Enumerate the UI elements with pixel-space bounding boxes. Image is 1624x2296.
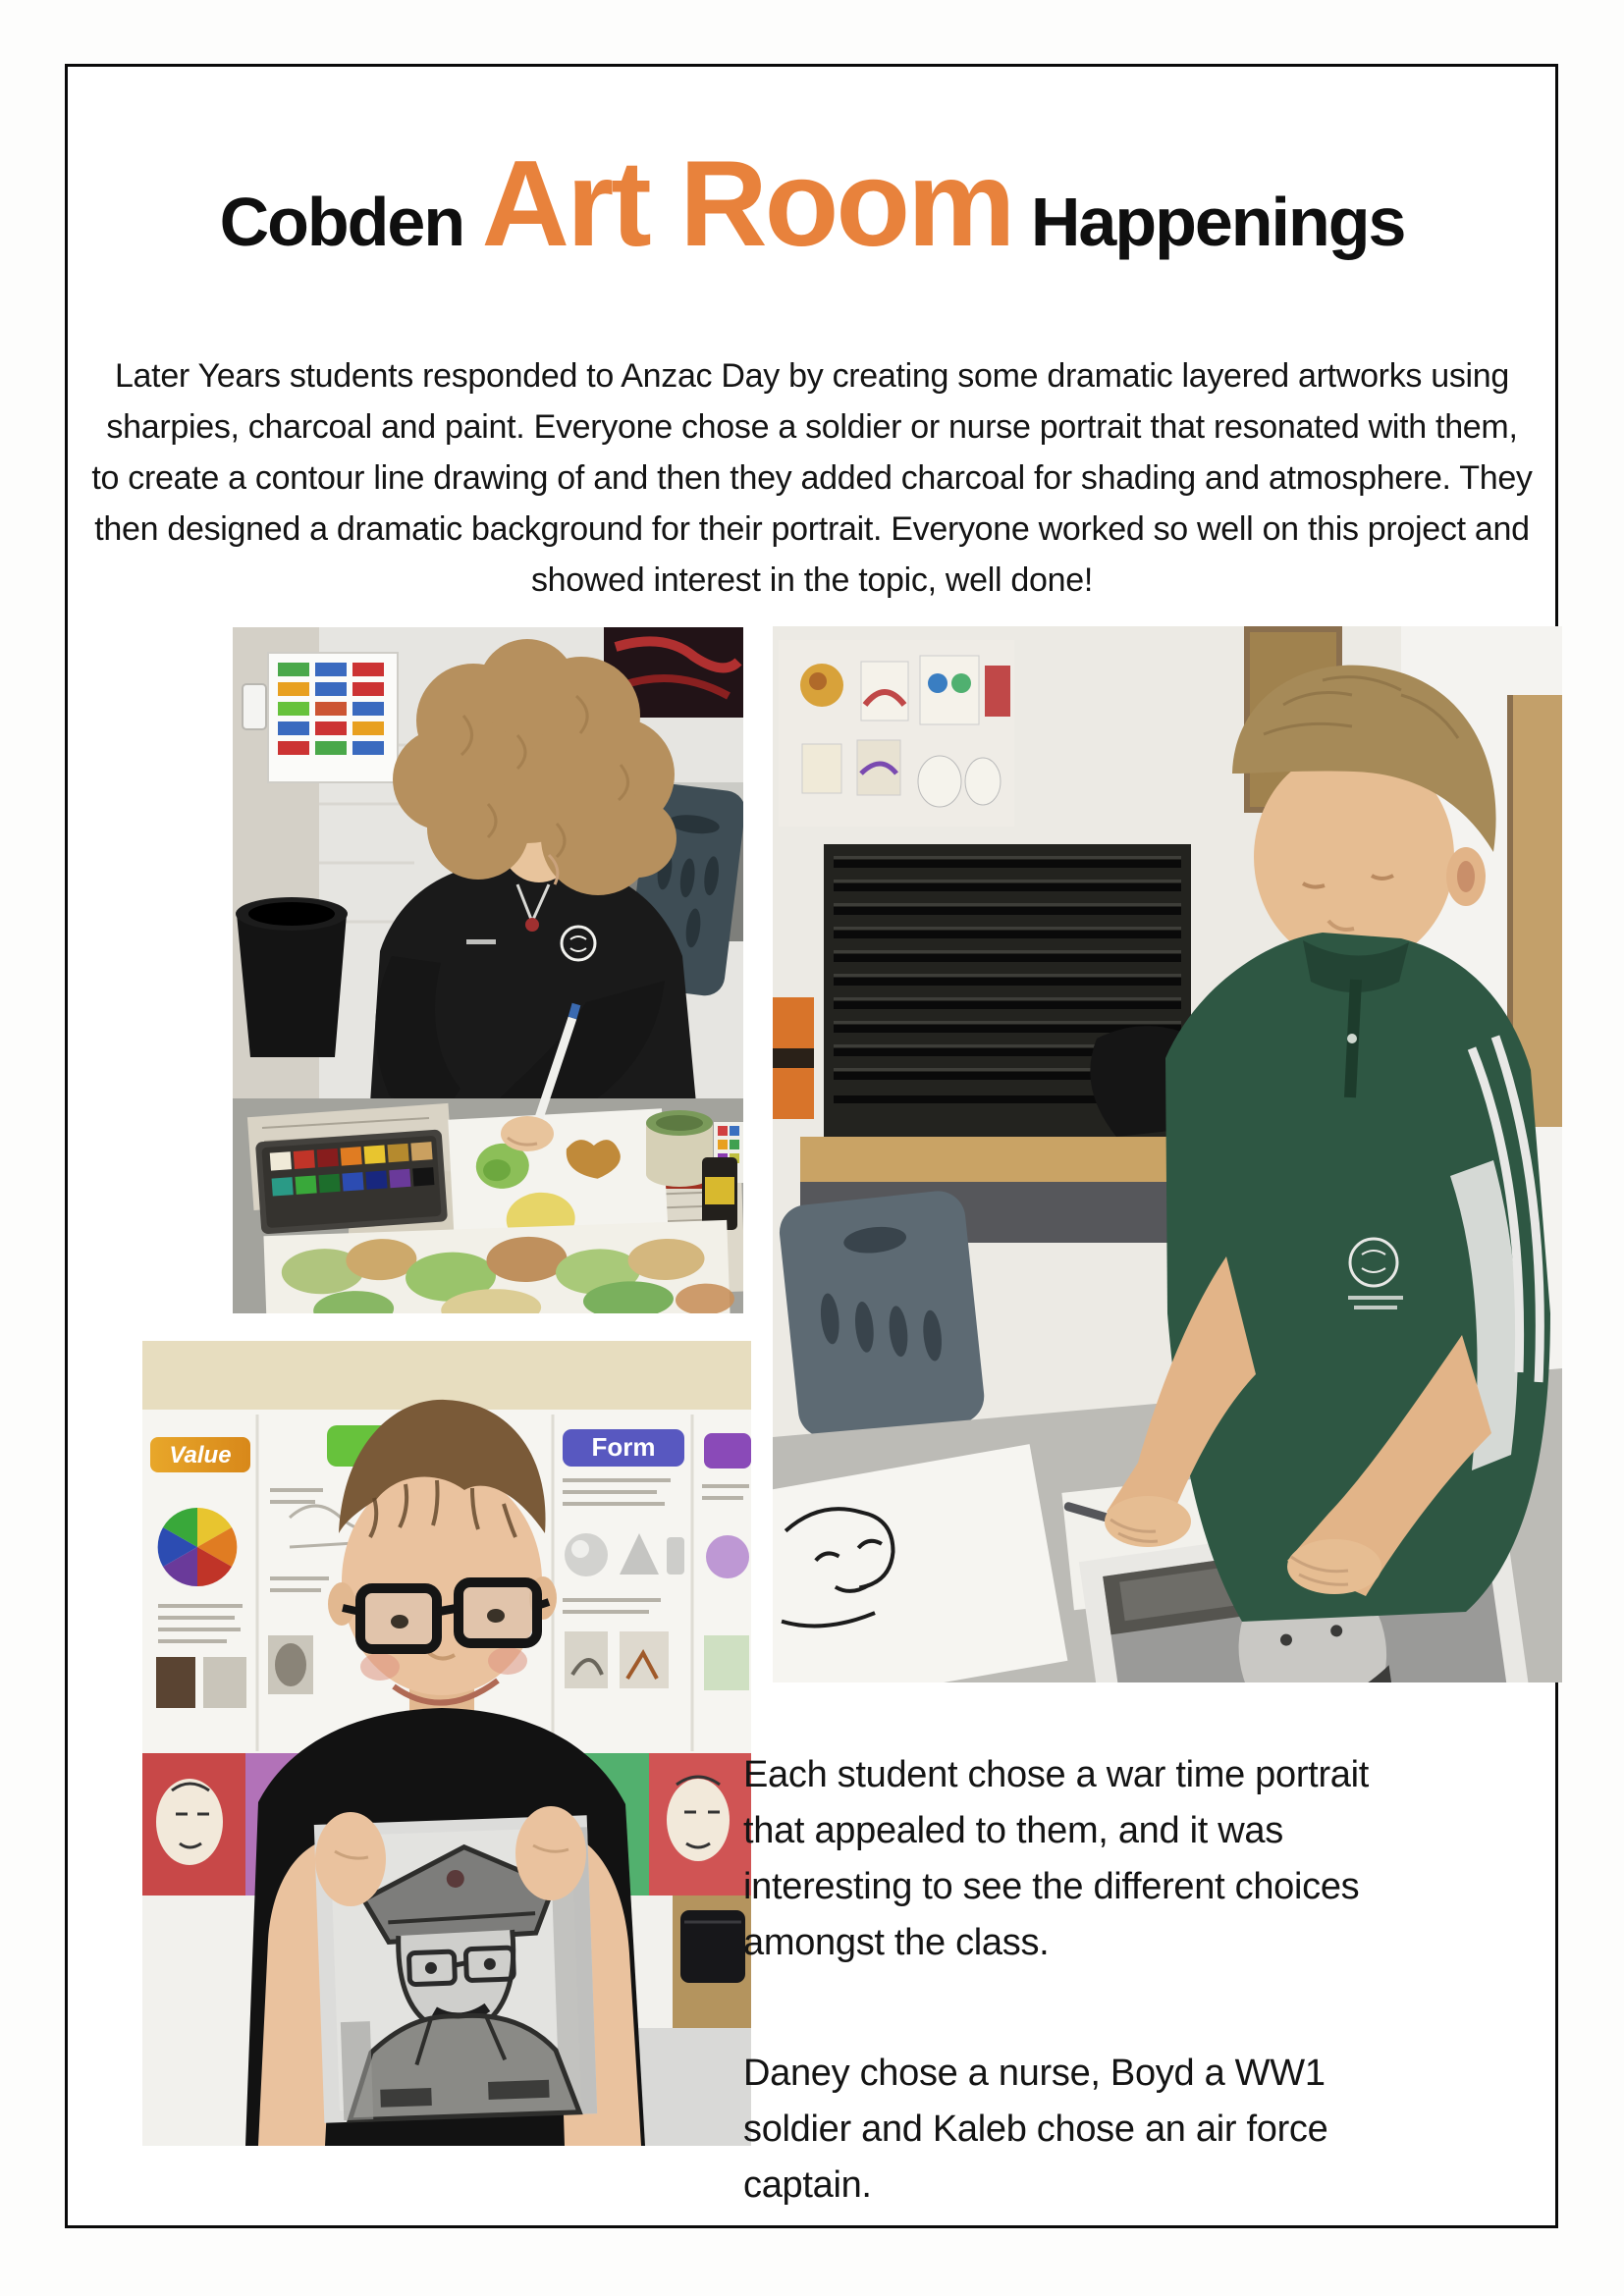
caption-paragraph-1: Each student chose a war time portrait that appealed to them, and it was interesting to see the different choices amongst the class. bbox=[743, 1754, 1370, 1963]
intro-paragraph: Later Years students responded to Anzac Day by creating some dramatic layered artworks using sharpies, charcoal and paint. Everyone chose a soldier or nurse portrait that resonated with them, to create a contour line drawing of and then they added charcoal for shading and atmosphere. They then designed a dramatic background for their portrait. Everyone worked so well on this project and showed interest in the topic, well done! bbox=[91, 357, 1533, 599]
rubbish-bin bbox=[236, 897, 348, 1057]
photo-student-painting-illustration bbox=[233, 627, 743, 1313]
grey-chair bbox=[777, 1189, 987, 1441]
title-highlight: Art Room bbox=[481, 136, 1013, 272]
photo-student-painting bbox=[233, 627, 743, 1313]
photo-student-holding-portrait-illustration bbox=[142, 1341, 751, 2146]
form-poster-title: Form bbox=[591, 1432, 656, 1462]
title-prefix: Cobden bbox=[219, 184, 464, 260]
right-hand bbox=[515, 1806, 586, 1900]
ink-bottle bbox=[702, 1157, 737, 1230]
photo-student-holding-portrait bbox=[142, 1341, 751, 2146]
left-hand bbox=[315, 1812, 386, 1906]
colour-chart-poster bbox=[268, 653, 398, 782]
value-poster-title: Value bbox=[169, 1442, 232, 1468]
title-suffix: Happenings bbox=[1030, 184, 1405, 260]
colour-wheel bbox=[158, 1508, 238, 1586]
watercolour-background-painting bbox=[263, 1220, 735, 1313]
photo-student-drawing-illustration bbox=[773, 626, 1562, 1682]
caption-paragraph-2: Daney chose a nurse, Boyd a WW1 soldier and Kaleb chose an air force captain. bbox=[743, 2053, 1328, 2206]
light-switch bbox=[243, 684, 266, 729]
page-title bbox=[0, 136, 1624, 272]
photo-student-drawing bbox=[773, 626, 1562, 1682]
art-display-wall bbox=[779, 640, 1014, 827]
watercolour-palette bbox=[255, 1129, 448, 1234]
